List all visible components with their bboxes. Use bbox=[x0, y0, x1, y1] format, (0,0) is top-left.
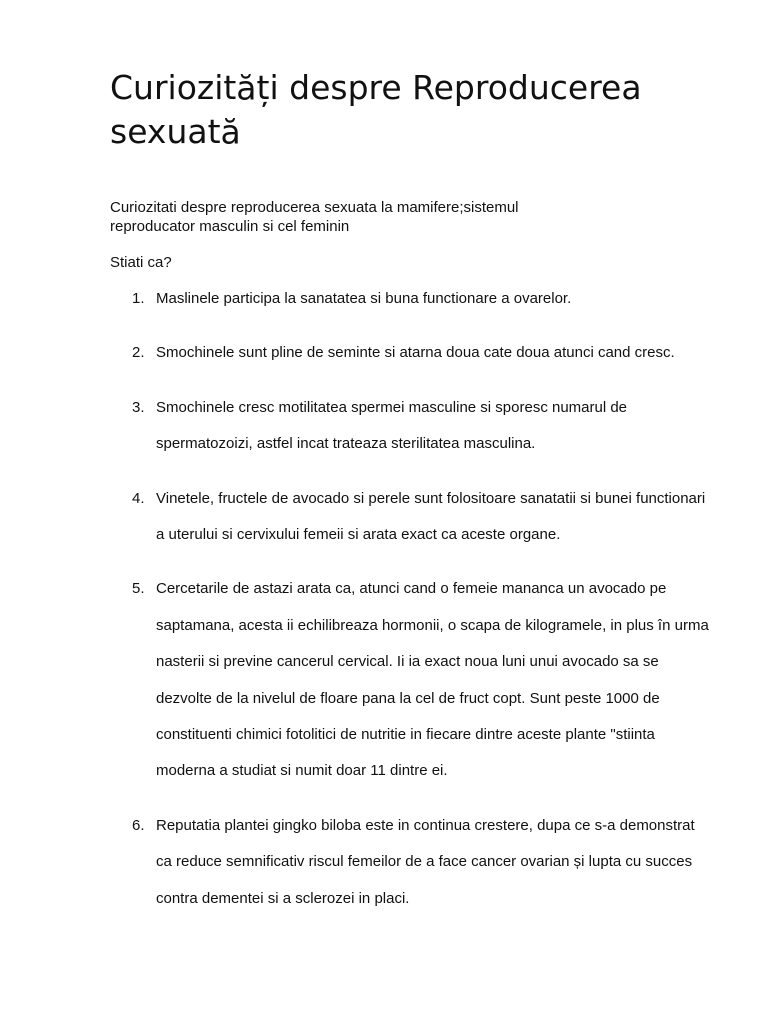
list-item-text: Smochinele sunt pline de seminte si atarna doua cate doua atunci cand cresc. bbox=[156, 344, 675, 362]
list-item-number: 4. bbox=[132, 489, 145, 507]
list-item bbox=[110, 571, 710, 789]
list-item bbox=[110, 390, 710, 463]
list-item bbox=[110, 281, 710, 317]
facts-list bbox=[110, 281, 710, 917]
list-item bbox=[110, 335, 710, 371]
list-item-number: 1. bbox=[132, 290, 145, 307]
list-item-number: 3. bbox=[132, 398, 145, 416]
list-item-text: Vinetele, fructele de avocado si perele sunt folositoare sanatatii si bunei functionari a uterului si cervixului femeii si arata exact ca aceste organe. bbox=[156, 489, 706, 544]
page-title: Curiozități despre Reproducerea sexuată bbox=[110, 68, 642, 151]
question-text: Stiati ca? bbox=[110, 254, 172, 271]
list-item-number: 5. bbox=[132, 580, 145, 598]
intro-paragraph: Curiozitati despre reproducerea sexuata la mamifere;sistemul reproducator masculin si cel feminin bbox=[110, 199, 519, 235]
list-item-text: Reputatia plantei gingko biloba este in continua crestere, dupa ce s-a demonstrat ca reduce semnificativ riscul femeilor de a face cancer ovarian și lupta cu succes contra dementei si a sclerozei in placi. bbox=[156, 816, 695, 907]
list-item bbox=[110, 481, 710, 554]
list-item-number: 2. bbox=[132, 344, 145, 362]
list-item-text: Maslinele participa la sanatatea si buna functionare a ovarelor. bbox=[156, 290, 572, 307]
list-item-text: Cercetarile de astazi arata ca, atunci cand o femeie mananca un avocado pe saptamana, acesta ii echilibreaza hormonii, o scapa de kilogramele, in plus în urma nasterii si previne cancerul cervical. Ii ia exact noua luni unui avocado sa se dezvolte de la nivelul de floare pana la cel de fruct copt. Sunt peste 1000 de constituenti chimici fotolitici de nutritie in fiecare dintre aceste plante "stiinta moderna a studiat si numit doar 11 dintre ei. bbox=[156, 580, 709, 780]
list-item-text: Smochinele cresc motilitatea spermei masculine si sporesc numarul de spermatozoizi, astfel incat trateaza sterilitatea masculina. bbox=[156, 398, 628, 453]
list-item-number: 6. bbox=[132, 816, 145, 834]
document-page bbox=[110, 66, 710, 935]
list-item bbox=[110, 808, 710, 917]
